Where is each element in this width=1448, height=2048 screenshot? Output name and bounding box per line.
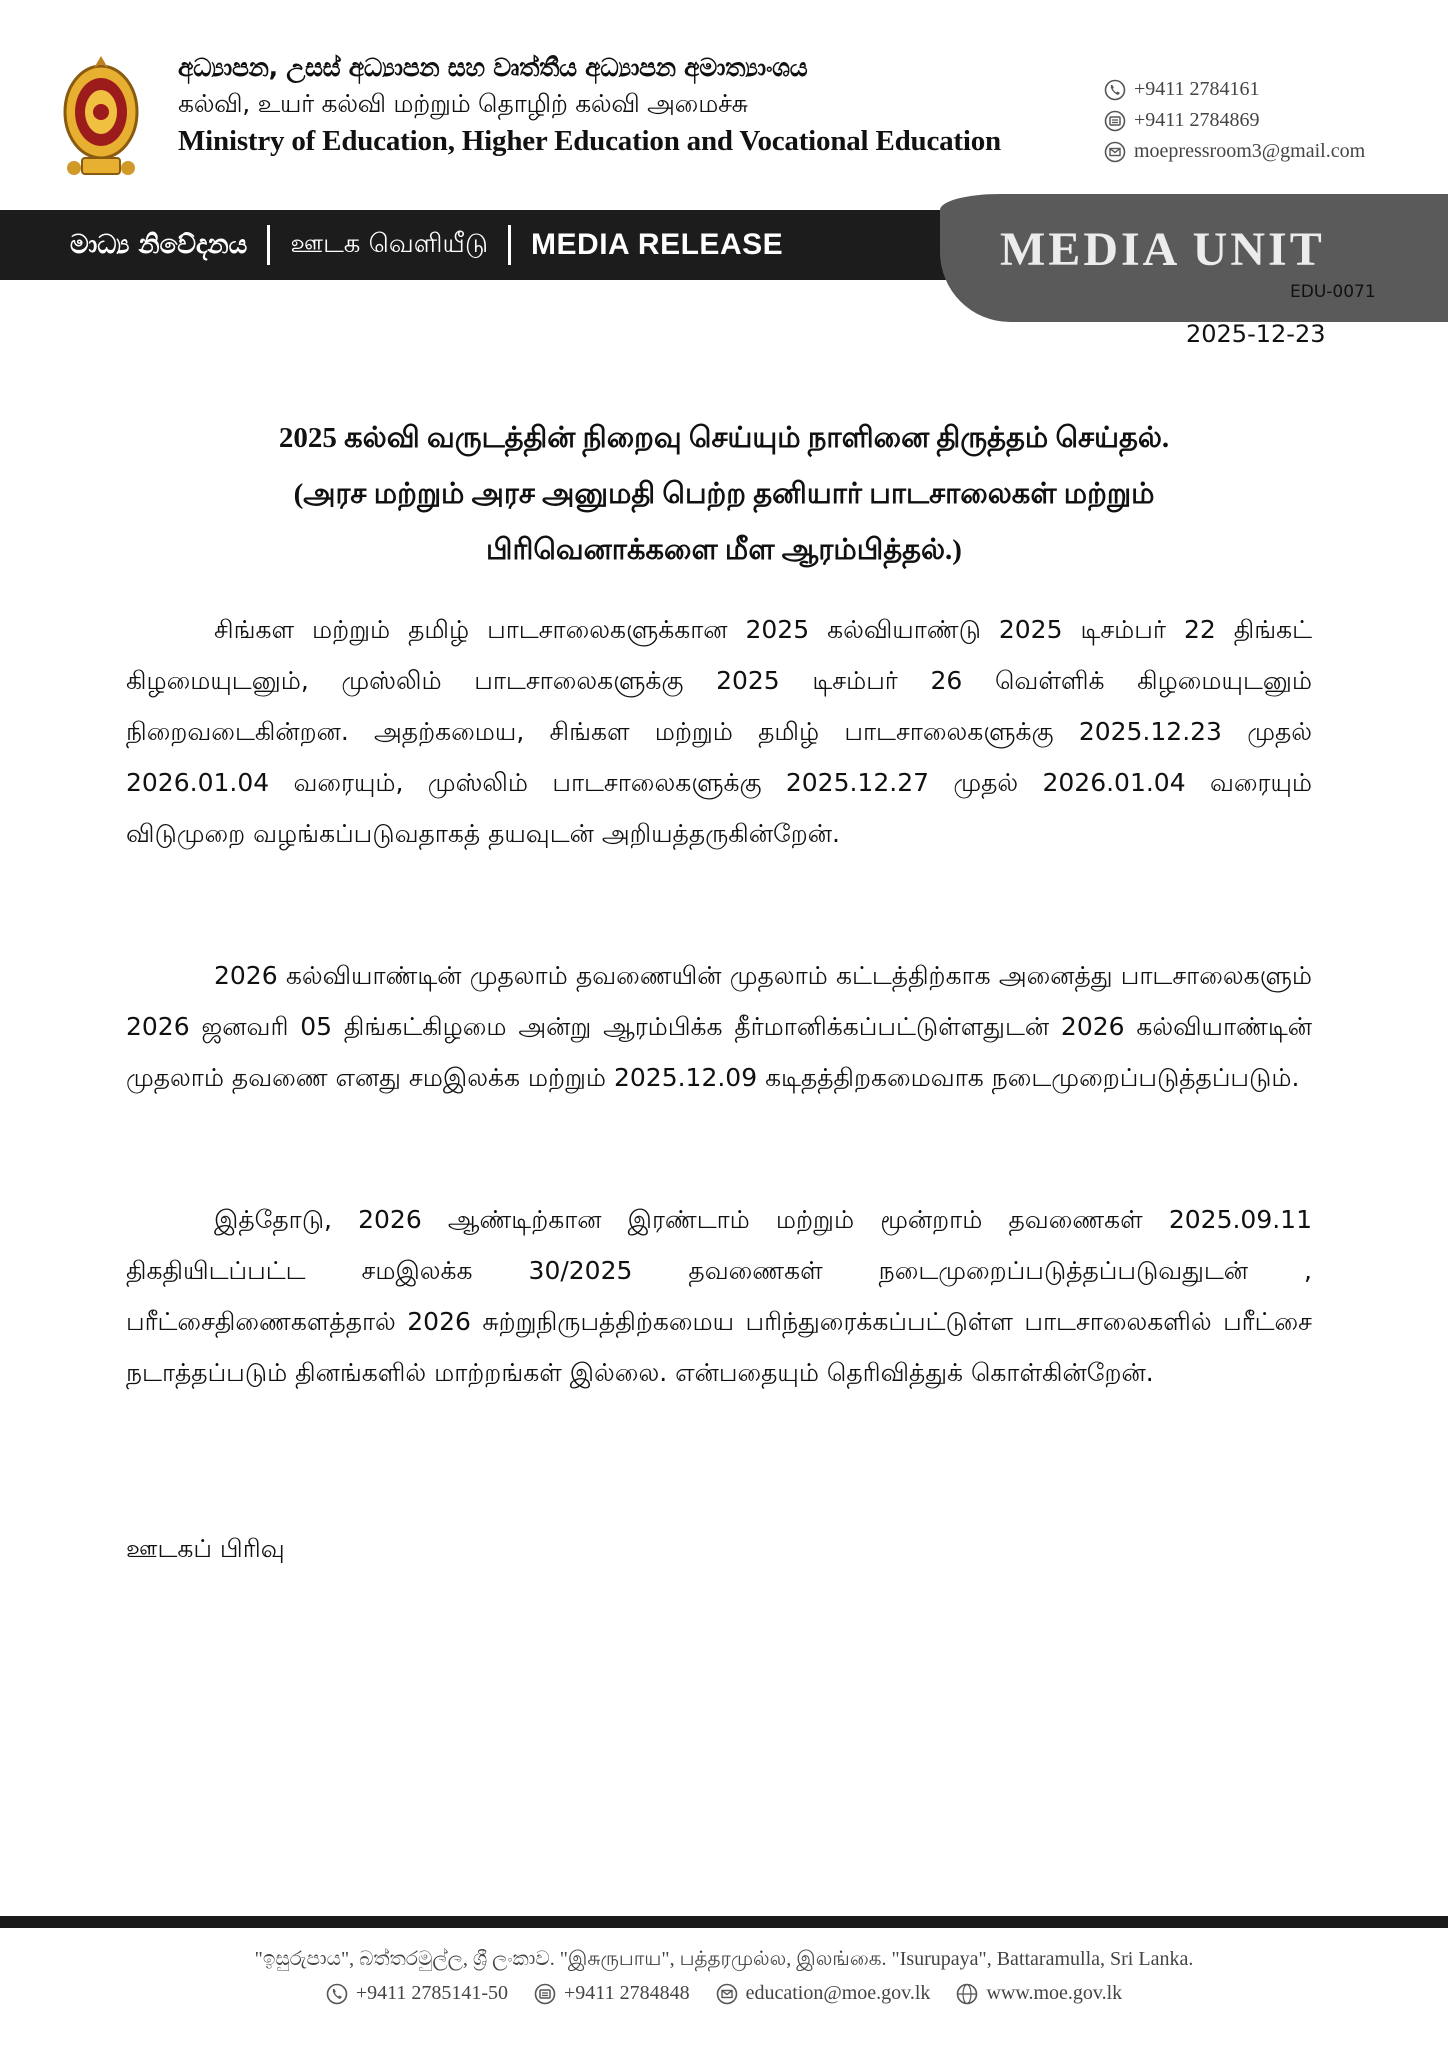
email-icon <box>716 1983 738 2005</box>
ministry-title-english: Ministry of Education, Higher Education and Vocational Education <box>178 125 1001 157</box>
header-phone <box>1104 74 1434 105</box>
fax-icon <box>534 1983 556 2005</box>
signature: ஊடகப் பிரிவு <box>126 1534 285 1563</box>
header-fax-text: +9411 2784869 <box>1134 109 1260 131</box>
fax-icon <box>1104 110 1126 132</box>
footer-address: "ඉසුරුපාය", බත්තරමුල්ල, ශ්‍රී ලංකාව. "இசுருபாய", பத்தரமுல்ல, இலங்கை. "Isurupaya", Battaramulla, Sri Lanka. <box>254 1948 1194 1970</box>
banner-label-tamil: ஊடக வெளியீடு <box>290 228 489 259</box>
footer-web <box>956 1982 1122 2005</box>
ministry-title-sinhala: අධ්‍යාපන, උසස් අධ්‍යාපන සහ වෘත්තීය අධ්‍යාපන අමාත්‍යාංශය <box>178 53 808 82</box>
footer-rule <box>0 1916 1448 1928</box>
banner-divider <box>508 225 511 265</box>
sri-lanka-emblem <box>62 50 140 182</box>
header-fax <box>1104 105 1434 136</box>
body-paragraph-2: 2026 கல்வியாண்டின் முதலாம் தவணையின் முதலாம் கட்டத்திற்காக அனைத்து பாடசாலைகளும் 2026 ஜனவரி 05 திங்கட்கிழமை அன்று ஆரம்பிக்க தீர்மானிக்கப்பட்டுள்ளதுடன் 2026 கல்வியாண்டின் முதலாம் தவணை எனது சமஇலக்க மற்றும் 2025.12.09 கடிதத்திறகமைவாக நடைமுறைப்படுத்தப்படும். <box>126 961 1312 1092</box>
banner-labels <box>70 210 783 280</box>
release-heading <box>100 410 1348 578</box>
phone-icon <box>1104 79 1126 101</box>
ministry-title-block <box>178 50 1048 160</box>
footer-phone-text: +9411 2785141-50 <box>355 1982 509 2004</box>
header-email <box>1104 136 1434 167</box>
footer-web-text: www.moe.gov.lk <box>986 1982 1123 2004</box>
footer-email <box>716 1982 931 2005</box>
footer-fax-text: +9411 2784848 <box>564 1982 690 2004</box>
banner-label-sinhala: මාධ්‍ය නිවේදනය <box>70 229 248 260</box>
heading-line-1: 2025 கல்வி வருடத்தின் நிறைவு செய்யும் நாளினை திருத்தம் செய்தல். <box>278 422 1170 454</box>
reference-number: EDU-0071 <box>1290 282 1376 302</box>
footer-email-text: education@moe.gov.lk <box>745 1982 931 2004</box>
footer-fax <box>534 1982 690 2005</box>
heading-line-2: (அரச மற்றும் அரச அனுமதி பெற்ற தனியார் பாடசாலைகள் மற்றும் <box>293 478 1155 510</box>
footer-phone <box>326 1982 508 2005</box>
body-paragraph-3: இத்தோடு, 2026 ஆண்டிற்கான இரண்டாம் மற்றும் மூன்றாம் தவணைகள் 2025.09.11 திகதியிடப்பட்ட சமஇலக்க 30/2025 தவணைகள் நடைமுறைப்படுத்தப்படுவதுடன் , பரீட்சைதிணைகளத்தால் 2026 சுற்றுநிருபத்திற்கமைய பரிந்துரைக்கப்பட்டுள்ள பாடசாலைகளில் பரீட்சை நடாத்தப்படும் தினங்களில் மாற்றங்கள் இல்லை. என்பதையும் தெரிவித்துக் கொள்கின்றேன். <box>126 1205 1312 1387</box>
phone-icon <box>326 1983 348 2005</box>
banner-divider <box>267 225 270 265</box>
header-email-text: moepressroom3@gmail.com <box>1134 140 1366 162</box>
globe-icon <box>956 1983 978 2005</box>
release-date: 2025-12-23 <box>1186 320 1326 348</box>
header-contacts <box>1104 74 1434 167</box>
media-unit-label: MEDIA UNIT <box>1000 223 1325 276</box>
heading-line-3: பிரிவெனாக்களை மீள ஆரம்பித்தல்.) <box>486 534 962 566</box>
ministry-title-tamil: கல்வி, உயர் கல்வி மற்றும் தொழிற் கல்வி அமைச்சு <box>178 89 748 118</box>
footer-contacts <box>0 1982 1448 2005</box>
email-icon <box>1104 141 1126 163</box>
body-paragraph-1: சிங்கள மற்றும் தமிழ் பாடசாலைகளுக்கான 2025 கல்வியாண்டு 2025 டிசம்பர் 22 திங்கட் கிழமையுடனும், முஸ்லிம் பாடசாலைகளுக்கு 2025 டிசம்பர் 26 வெள்ளிக் கிழமையுடனும் நிறைவடைகின்றன. அதற்கமைய, சிங்கள மற்றும் தமிழ் பாடசாலைகளுக்கு 2025.12.23 முதல் 2026.01.04 வரையும், முஸ்லிம் பாடசாலைகளுக்கு 2025.12.27 முதல் 2026.01.04 வரையும் விடுமுறை வழங்கப்படுவதாகத் தயவுடன் அறியத்தருகின்றேன். <box>126 615 1312 848</box>
banner-label-english: MEDIA RELEASE <box>531 228 784 261</box>
header-phone-text: +9411 2784161 <box>1134 78 1260 100</box>
